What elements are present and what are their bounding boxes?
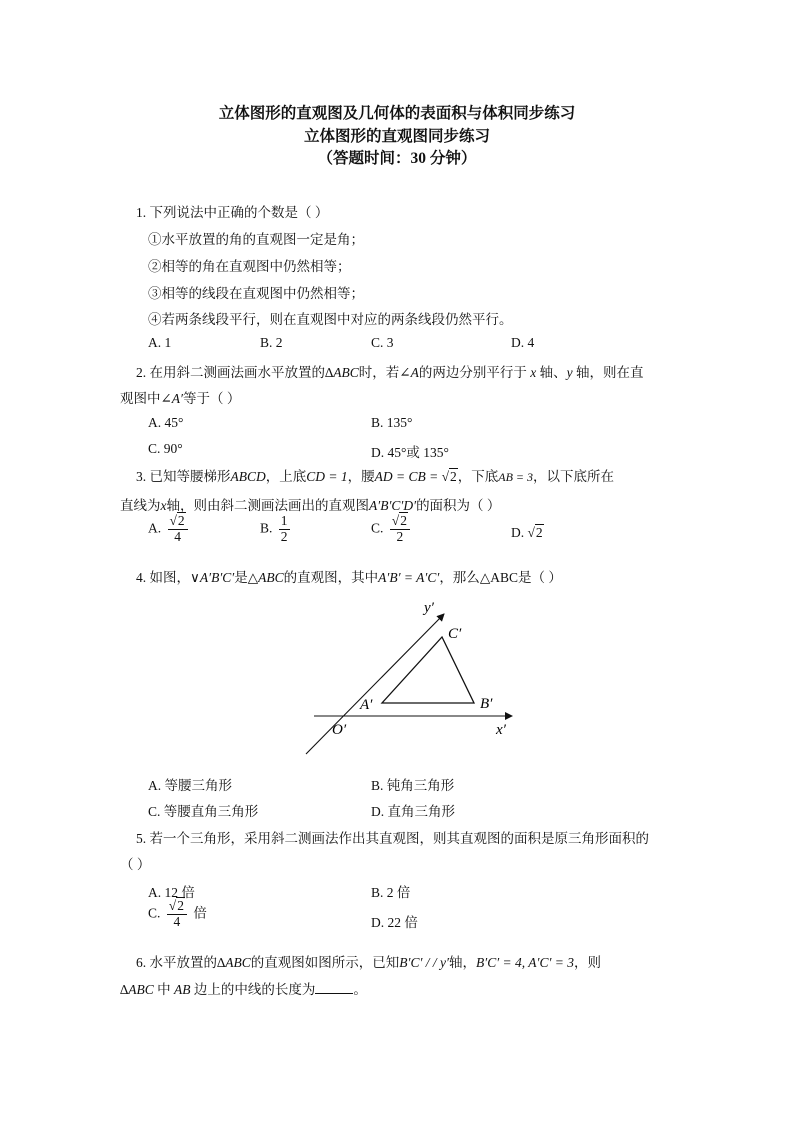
q5-paren: （ ） <box>120 857 151 872</box>
q4-option-b: B. 钝角三角形 <box>371 778 455 793</box>
q1-option-c: C. 3 <box>371 335 394 350</box>
q4-option-c: C. 等腰直角三角形 <box>148 804 259 819</box>
label-y: y′ <box>424 600 434 616</box>
title-sub: 立体图形的直观图同步练习 <box>303 128 490 145</box>
q4-option-a: A. 等腰三角形 <box>148 778 232 793</box>
q5-option-d: D. 22 倍 <box>371 915 418 930</box>
q2-line-2: 观图中∠A′等于（ ） <box>120 391 241 406</box>
q1-option-d: D. 4 <box>511 335 535 350</box>
q5-option-c: C. $\frac{√2}{4}$ 倍 <box>148 898 207 929</box>
q1-statement-2: ②相等的角在直观图中仍然相等； <box>148 259 351 274</box>
q4-figure <box>296 592 526 762</box>
q2-option-b: B. 135° <box>371 415 413 430</box>
label-x: x′ <box>496 722 506 738</box>
q2-line-1: 2. 在用斜二测画法画水平放置的∆ABC时，若∠A的两边分别平行于 x 轴、y 轴，则在直 <box>136 365 644 380</box>
q2-option-a: A. 45° <box>148 415 184 430</box>
triangle-abc <box>382 637 474 703</box>
fraction: $\frac{√2}{4}$ <box>167 899 187 930</box>
answer-blank[interactable] <box>315 981 353 994</box>
label-c: C′ <box>448 626 462 642</box>
q3-option-b: B. $\frac{1}{2}$ <box>260 513 288 544</box>
q3-option-d: D. √2 <box>511 525 543 540</box>
q4-option-d: D. 直角三角形 <box>371 804 455 819</box>
q3-line-1: 3. 已知等腰梯形ABCD，上底CD = 1，腰AD = CB = √2，下底AB = 3，以下底所在 <box>136 469 615 484</box>
q3-option-c: C. $\frac{√2}{2}$ <box>371 514 413 545</box>
fraction: $\frac{√2}{4}$ <box>168 514 188 545</box>
q3-option-a: A. $\frac{√2}{4}$ <box>148 514 191 545</box>
title-main: 立体图形的直观图及几何体的表面积与体积同步练习 <box>218 105 576 122</box>
y-axis <box>306 614 444 754</box>
q2-option-c: C. 90° <box>148 441 183 456</box>
q1-stem: 1. 下列说法中正确的个数是（ ） <box>136 205 329 220</box>
q1-statement-4: ④若两条线段平行，则在直观图中对应的两条线段仍然平行。 <box>148 312 513 327</box>
label-a: A′ <box>360 697 373 713</box>
fraction: $\frac{√2}{2}$ <box>390 514 410 545</box>
q5-stem: 5. 若一个三角形，采用斜二测画法作出其直观图，则其直观图的面积是原三角形面积的 <box>136 831 649 846</box>
q1-statement-1: ①水平放置的角的直观图一定是角； <box>148 232 364 247</box>
q1-statement-3: ③相等的线段在直观图中仍然相等； <box>148 286 364 301</box>
title-time: （答题时间：30 分钟） <box>317 150 477 167</box>
fraction: $\frac{1}{2}$ <box>280 513 288 544</box>
q1-option-a: A. 1 <box>148 335 172 350</box>
q6-line-2: ∆ABC 中 AB 边上的中线的长度为 。 <box>120 982 367 997</box>
q1-option-b: B. 2 <box>260 335 283 350</box>
label-b: B′ <box>480 696 493 712</box>
q5-option-b: B. 2 倍 <box>371 885 411 900</box>
q6-line-1: 6. 水平放置的∆ABC的直观图如图所示，已知B′C′ / / y′轴，B′C′ = 4, A′C′ = 3，则 <box>136 955 602 970</box>
q2-option-d: D. 45°或 135° <box>371 445 449 460</box>
label-o: O′ <box>332 722 347 738</box>
q5-option-a: A. 12 倍 <box>148 885 195 900</box>
sqrt-symbol: √2 <box>441 469 457 484</box>
q3-line-2: 直线为x轴，则由斜二测画法画出的直观图A′B′C′D′的面积为（ ） <box>120 498 501 513</box>
q4-stem: 4. 如图，∨A′B′C′是△ABC的直观图，其中A′B′ = A′C′，那么△ABC是（ ） <box>136 570 562 585</box>
